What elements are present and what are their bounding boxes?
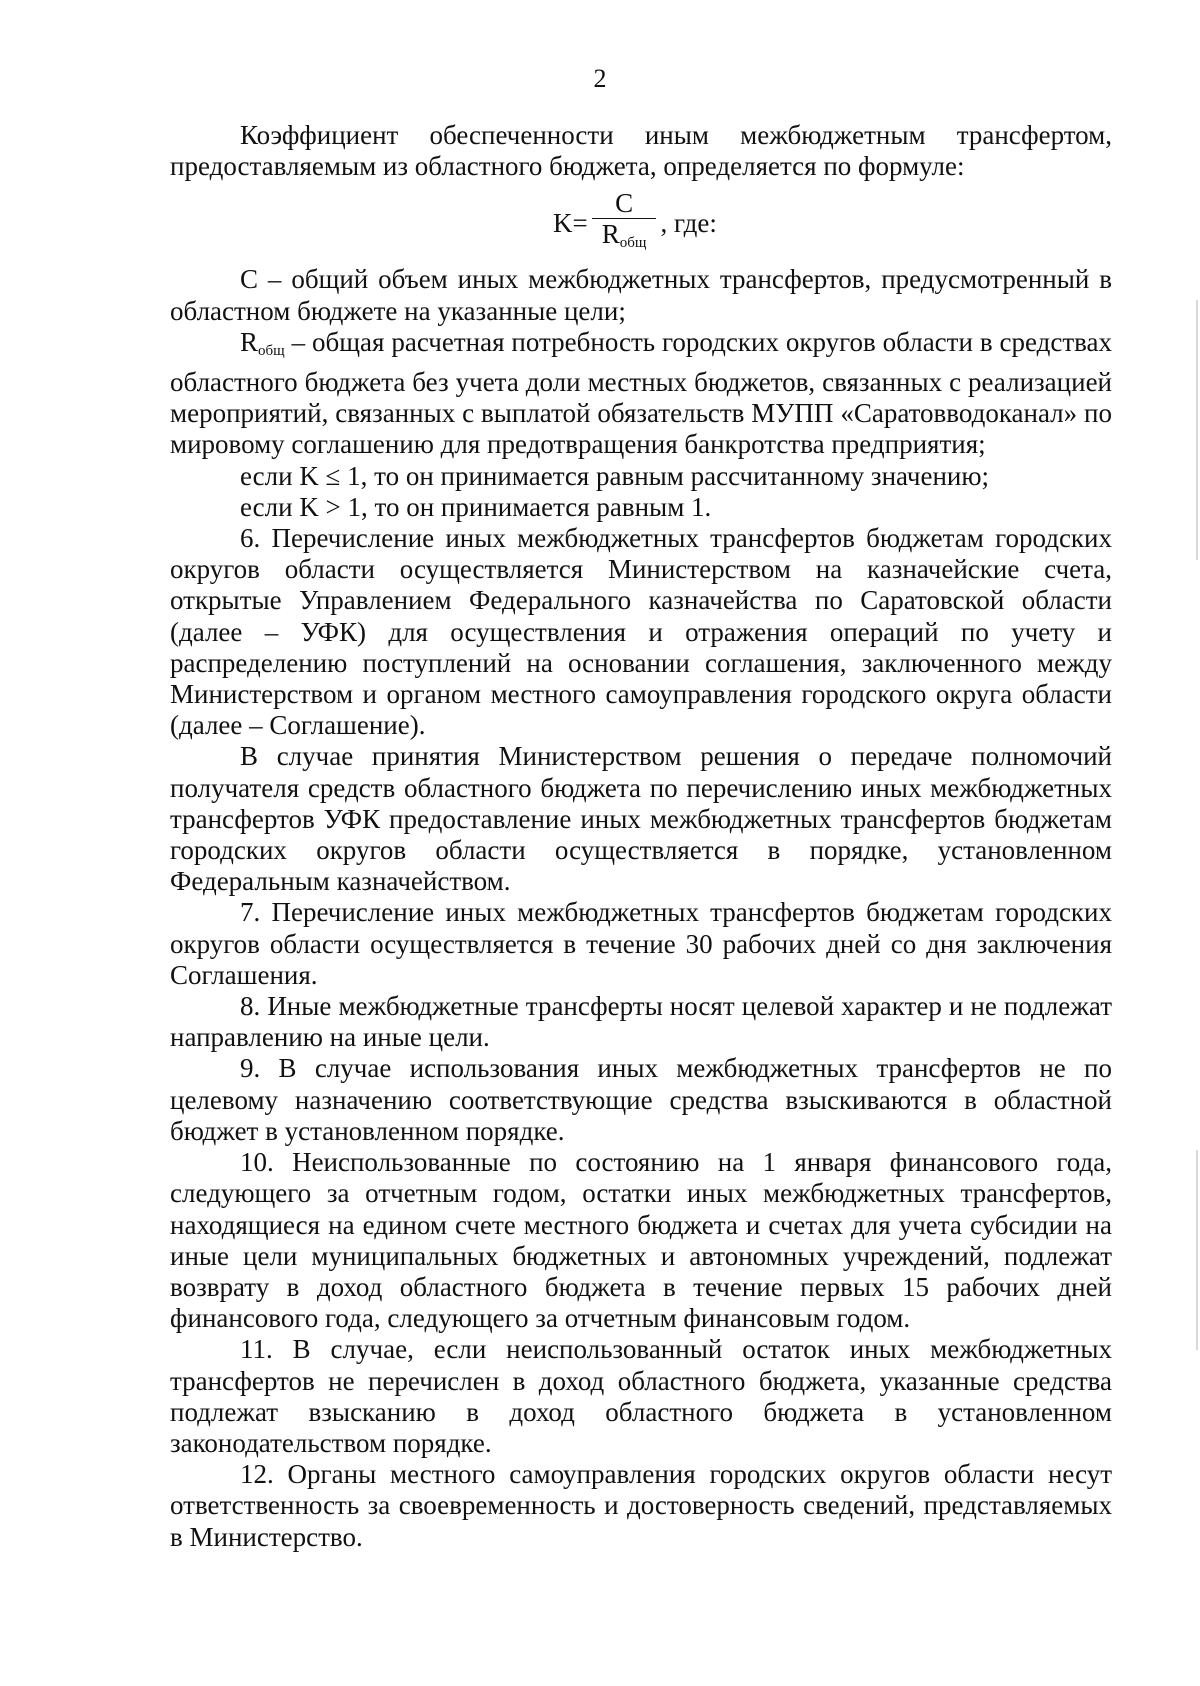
scan-edge-mark	[1196, 300, 1198, 560]
formula-denominator	[592, 218, 657, 258]
condition-gt-one: если K > 1, то он принимается равным 1.	[240, 491, 712, 522]
formula-denominator-base: R	[601, 219, 620, 250]
paragraph-6: 6. Перечисление иных межбюджетных трансфертов бюджетам городских округов области осуществляется Министерством на казначейские счета, открытые Управлением Федерального казначейства по Саратовской области (далее – УФК) для осуществления и отражения операций по учету и распределению поступлений на основании соглашения, заключенного между Министерством и органом местного самоуправления городского округа области (далее – Соглашение).	[170, 523, 1112, 741]
definition-r-base: R	[240, 326, 259, 357]
page-number: 2	[593, 64, 607, 93]
formula-lhs: K=	[553, 207, 588, 238]
formula-denominator-subscript: общ	[619, 235, 647, 252]
intro-paragraph: Коэффициент обеспеченности иным межбюджетным трансфертом, предоставляемым из областного бюджета, определяется по формуле:	[170, 120, 1112, 182]
formula-suffix: , где:	[660, 207, 717, 238]
condition-le-one: если K ≤ 1, то он принимается равным рассчитанному значению;	[240, 460, 990, 491]
formula-numerator: C	[615, 188, 634, 219]
paragraph-11: 11. В случае, если неиспользованный остаток иных межбюджетных трансфертов не перечислен в доход областного бюджета, указанные средства подлежат взысканию в доход областного бюджета в установленном законодательством порядке.	[170, 1334, 1112, 1458]
formula	[553, 190, 1112, 256]
definition-r-text: – общая расчетная потребность городских округов области в средствах областного бюджета без учета доли местных бюджетов, связанных с реализацией мероприятий, связанных с выплатой обязательств МУПП «Саратовводоканал» по мировому соглашению для предотвращения банкротства предприятия;	[170, 326, 1112, 460]
document-body	[170, 120, 1112, 1553]
definition-c: С – общий объем иных межбюджетных трансфертов, предусмотренный в областном бюджете на указанные цели;	[170, 264, 1112, 326]
paragraph-10: 10. Неиспользованные по состоянию на 1 января финансового года, следующего за отчетным годом, остатки иных межбюджетных трансфертов, находящиеся на едином счете местного бюджета и счетах для учета субсидии на иные цели муниципальных бюджетных и автономных учреждений, подлежат возврату в доход областного бюджета в течение первых 15 рабочих дней финансового года, следующего за отчетным финансовым годом.	[170, 1147, 1112, 1334]
paragraph-6-continued: В случае принятия Министерством решения о передаче полномочий получателя средств областного бюджета по перечислению иных межбюджетных трансфертов УФК предоставление иных межбюджетных трансфертов бюджетам городских округов области осуществляется в порядке, установленном Федеральным казначейством.	[170, 741, 1112, 897]
paragraph-12: 12. Органы местного самоуправления городских округов области несут ответственность за своевременность и достоверность сведений, представляемых в Министерство.	[170, 1459, 1112, 1552]
paragraph-7: 7. Перечисление иных межбюджетных трансфертов бюджетам городских округов области осуществляется в течение 30 рабочих дней со дня заключения Соглашения.	[170, 897, 1112, 990]
formula-fraction	[592, 188, 657, 258]
definition-r-subscript: общ	[258, 342, 285, 359]
paragraph-9: 9. В случае использования иных межбюджетных трансфертов не по целевому назначению соответствующие средства взыскиваются в областной бюджет в установленном порядке.	[170, 1053, 1112, 1146]
definition-r	[170, 327, 1112, 461]
paragraph-8: 8. Иные межбюджетные трансферты носят целевой характер и не подлежат направлению на иные цели.	[170, 991, 1112, 1053]
scan-edge-mark	[1196, 1150, 1198, 1350]
